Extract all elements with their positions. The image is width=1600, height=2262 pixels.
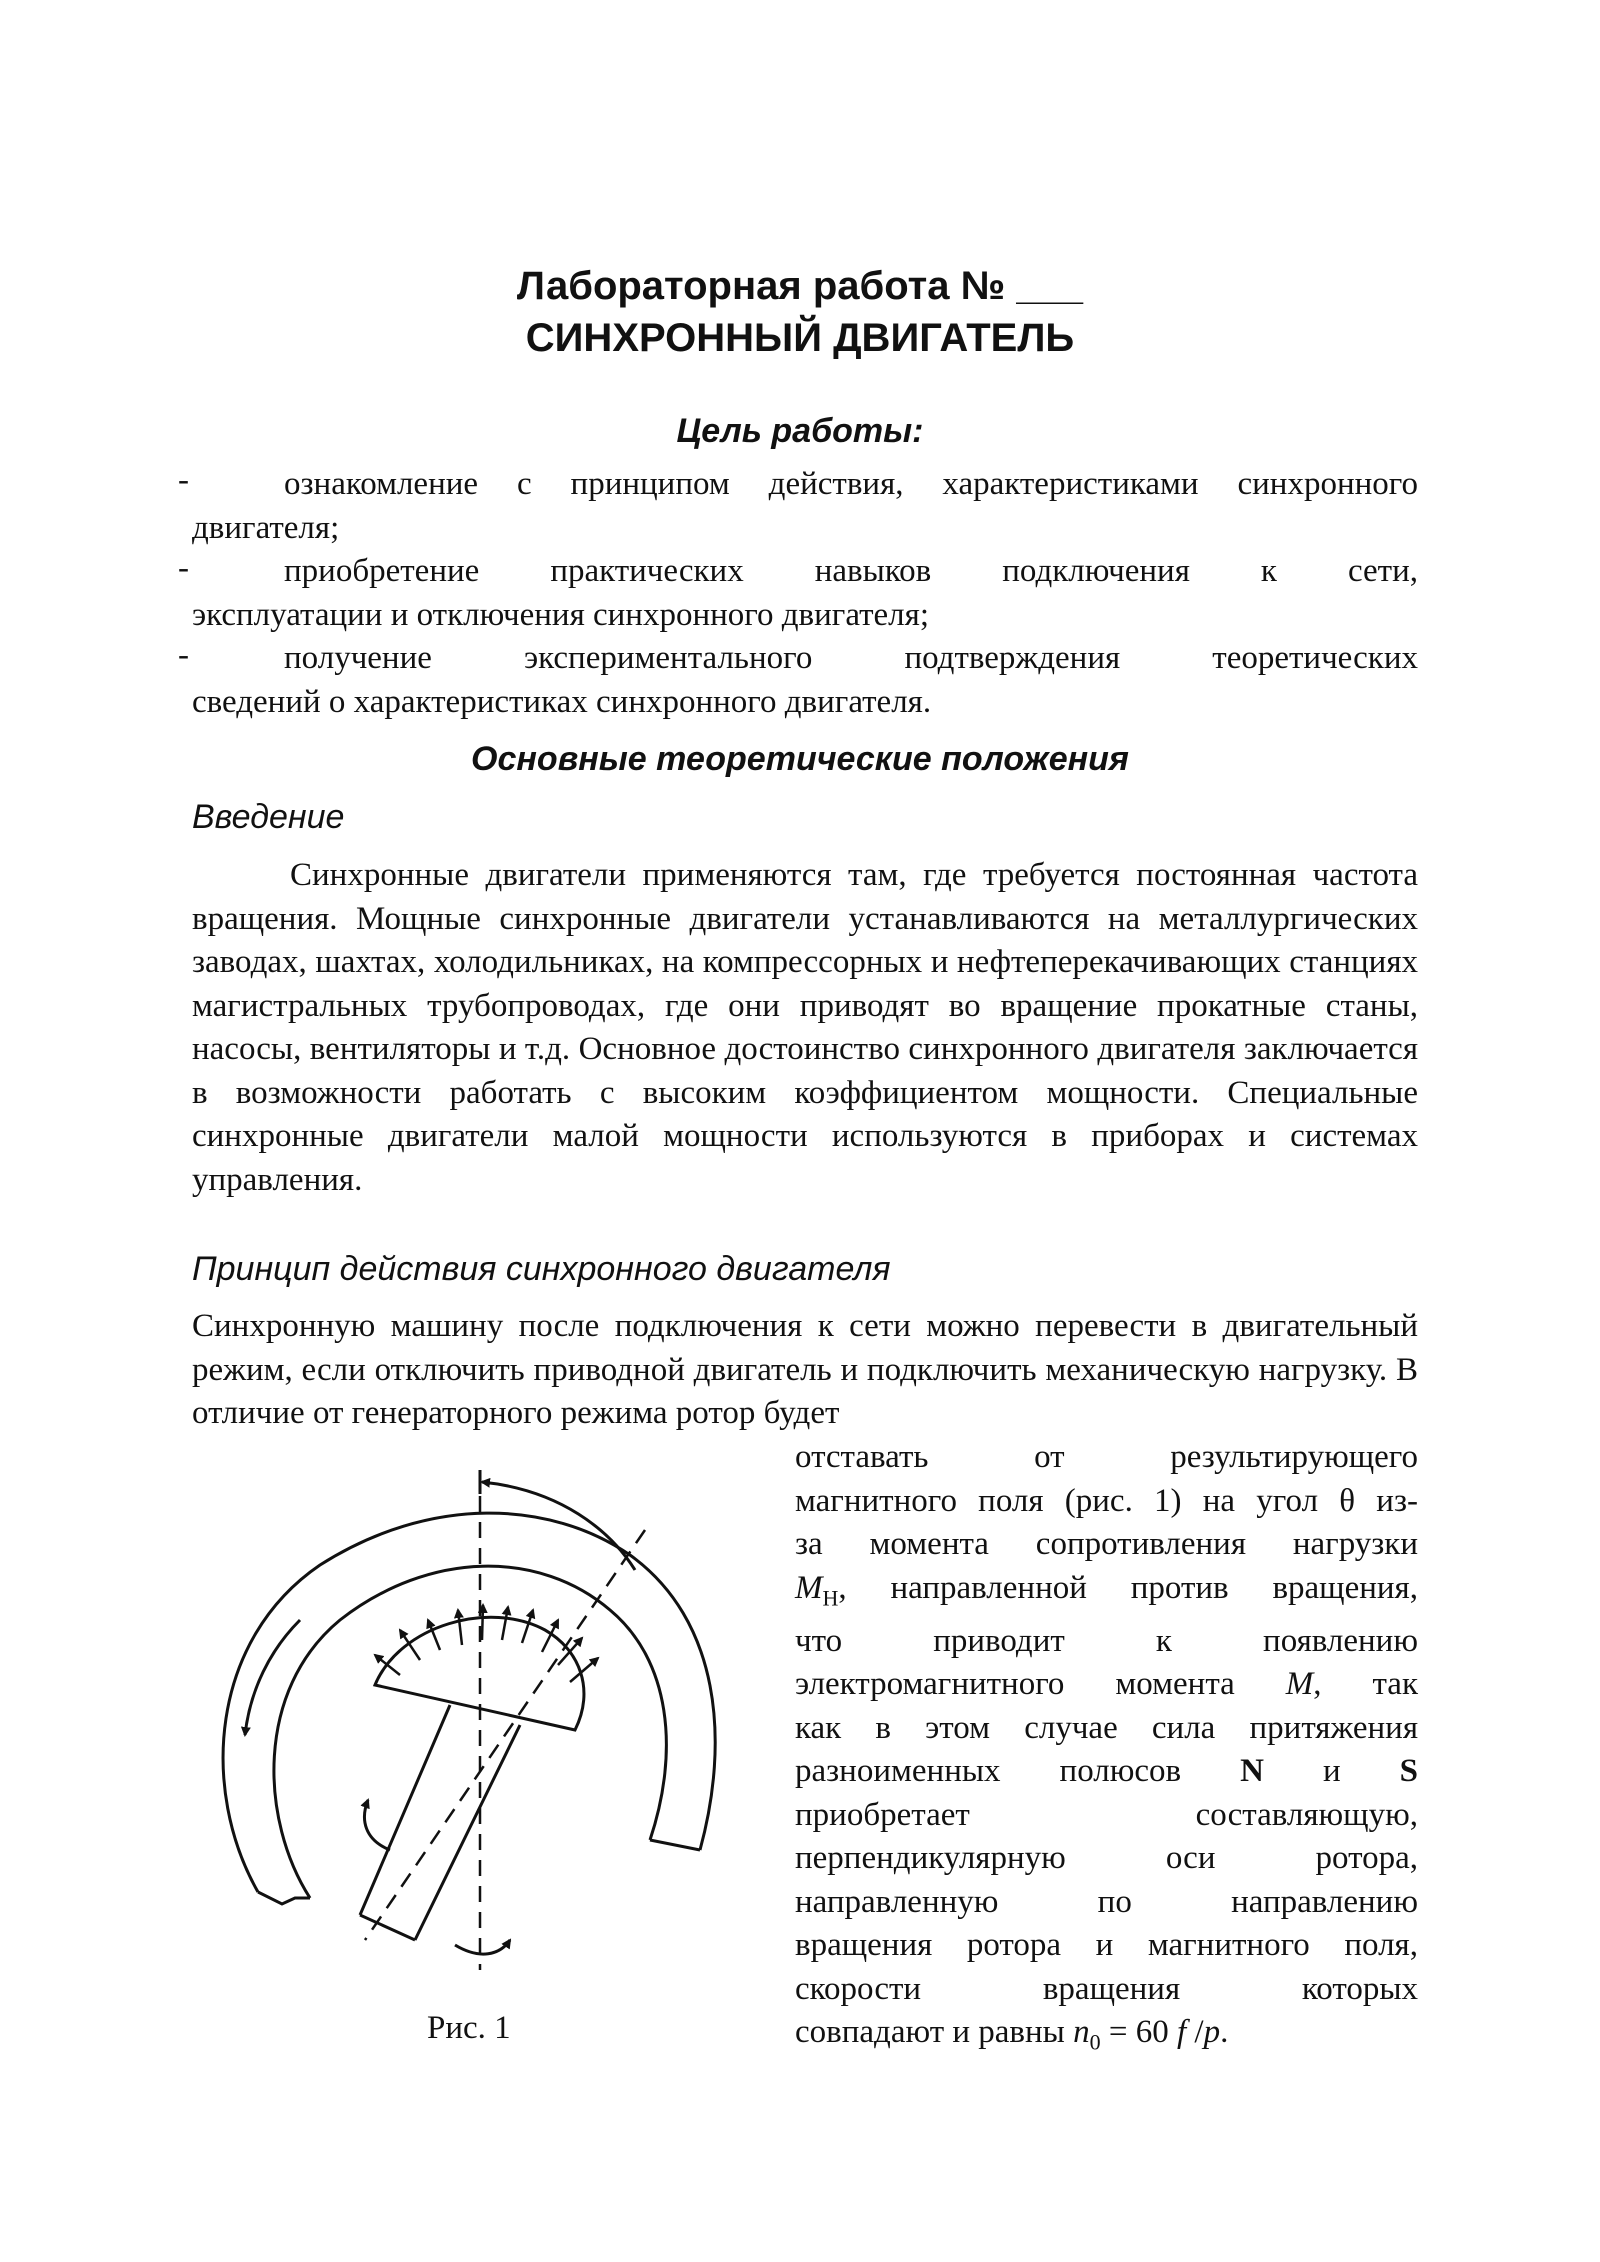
goal-heading: Цель работы: xyxy=(676,412,924,450)
right-line xyxy=(795,1663,1418,1707)
symbol-p: p xyxy=(1203,2014,1221,2051)
symbol-m-subscript: Н xyxy=(822,1585,839,1611)
stator-end-right xyxy=(650,1840,700,1850)
right-line: магнитного поля (рис. 1) на угол θ из- xyxy=(795,1482,1418,1519)
right-line: перпендикулярную оси ротора, xyxy=(795,1840,1418,1877)
right-line-text: , так xyxy=(1313,1666,1418,1703)
right-line-text: электромагнитного момента xyxy=(795,1666,1286,1703)
symbol-n: n xyxy=(1073,2014,1090,2051)
flux-arrow xyxy=(522,1610,533,1643)
pole-n: N xyxy=(1240,1753,1264,1790)
goal-dash-1: - xyxy=(178,462,189,498)
symbol-m: M xyxy=(795,1569,823,1606)
goal-item-1-rest: двигателя; xyxy=(192,509,340,546)
symbol-f: f xyxy=(1176,2014,1187,2051)
pole-s: S xyxy=(1399,1753,1418,1790)
goal-item-3-rest: сведений о характеристиках синхронного двигателя. xyxy=(192,683,932,720)
motor-diagram xyxy=(200,1460,760,1980)
intro-paragraph: Синхронные двигатели применяются там, где требуется постоянная частота вращения. Мощные синхронные двигатели устанавливаются на металлургических заводах, шахтах, холодильниках, на компрессорных и нефтеперекачивающих станциях магистральных трубопроводах, где они приводят во вращение прокатные станы, насосы, вентиляторы и т.д. Основное достоинство синхронного двигателя заключается в возможности работать с высоким коэффициентом мощности. Специальные синхронные двигатели малой мощности используются в приборах и системах управления. xyxy=(192,857,1418,1198)
right-line xyxy=(795,1567,1418,1620)
goal-item-3-first-line: получение экспериментального подтверждения теоретических xyxy=(284,640,1418,676)
torque-arrow-left xyxy=(364,1800,390,1850)
right-line-text: . xyxy=(1220,2014,1229,2051)
principle-right-column xyxy=(795,1436,1418,2064)
right-line: направленную по направлению xyxy=(795,1883,1418,1920)
flux-arrow xyxy=(400,1630,420,1660)
principle-paragraph: Синхронную машину после подключения к сети можно перевести в двигательный режим, если отключить приводной двигатель и подключить механическую нагрузку. В отличие от генераторного режима ротор будет xyxy=(192,1308,1418,1431)
right-line: что приводит к появлению xyxy=(795,1622,1418,1659)
flux-arrow xyxy=(428,1620,440,1650)
goal-item-3 xyxy=(192,637,1418,724)
right-line: вращения ротора и магнитного поля, xyxy=(795,1927,1418,1964)
stator-inner-arc xyxy=(274,1566,666,1898)
intro-heading: Введение xyxy=(192,798,345,836)
figure-caption: Рис. 1 xyxy=(427,2010,511,2046)
right-line-text: разноименных полюсов xyxy=(795,1753,1241,1790)
rotation-arrow-bottom xyxy=(455,1940,510,1954)
goal-item-2-rest: эксплуатации и отключения синхронного двигателя; xyxy=(192,596,929,633)
goal-item-2 xyxy=(192,550,1418,637)
flux-arrow xyxy=(375,1655,400,1675)
right-line: отставать от результирующего xyxy=(795,1439,1418,1475)
right-line-text: = 60 xyxy=(1100,2014,1177,2051)
goal-dash-2: - xyxy=(178,550,189,586)
page-title-line1: Лабораторная работа № ___ xyxy=(516,264,1084,308)
goal-dash-3: - xyxy=(178,637,189,673)
right-line: как в этом случае сила притяжения xyxy=(795,1709,1418,1746)
goal-item-2-first-line: приобретение практических навыков подключения к сети, xyxy=(284,553,1418,589)
right-line-text: совпадают и равны xyxy=(795,2014,1074,2051)
right-line: за момента сопротивления нагрузки xyxy=(795,1526,1418,1562)
flux-arrow xyxy=(502,1607,508,1640)
right-line xyxy=(795,2011,1418,2064)
right-line xyxy=(795,1750,1418,1794)
right-line-text: / xyxy=(1186,2014,1204,2051)
stator-outer-arc xyxy=(223,1513,715,1892)
goal-item-1 xyxy=(192,463,1418,550)
right-line-text: и xyxy=(1263,1753,1400,1790)
rotor-axis xyxy=(365,1530,645,1940)
symbol-m: M xyxy=(1285,1666,1314,1703)
right-line: скорости вращения которых xyxy=(795,1970,1418,2007)
flux-arrow xyxy=(482,1605,483,1640)
symbol-n-subscript: 0 xyxy=(1089,2029,1101,2055)
angle-arrow xyxy=(482,1482,635,1570)
rotor-body xyxy=(360,1705,520,1940)
right-line: приобретает составляющую, xyxy=(795,1796,1418,1833)
principle-heading: Принцип действия синхронного двигателя xyxy=(192,1250,891,1288)
flux-arrow xyxy=(458,1610,462,1645)
right-line-text: , направленной против вращения, xyxy=(838,1569,1418,1606)
flux-arrow xyxy=(570,1658,598,1682)
theory-heading: Основные теоретические положения xyxy=(471,740,1129,778)
page-title-line2: СИНХРОННЫЙ ДВИГАТЕЛЬ xyxy=(525,316,1075,360)
stator-end-left xyxy=(258,1892,310,1904)
goal-item-1-first-line: ознакомление с принципом действия, характеристиками синхронного xyxy=(284,466,1418,502)
